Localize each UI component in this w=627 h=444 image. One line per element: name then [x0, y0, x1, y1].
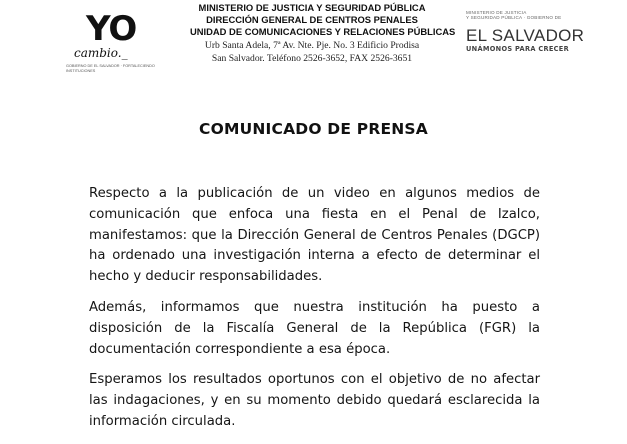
logo-country-name: EL SALVADOR: [466, 26, 585, 45]
unit-name: UNIDAD DE COMUNICACIONES Y RELACIONES PÚBLICAS: [190, 26, 456, 37]
letterhead: [190, 2, 456, 65]
yo-cambio-logo: [66, 9, 178, 78]
paragraph: Además, informamos que nuestra institución ha puesto a disposición de la Fiscalía General de la República (FGR) la documentación correspondiente a esa época.: [89, 299, 540, 357]
paragraph: Esperamos los resultados oportunos con el objetivo de no afectar las indagaciones, y en su momento debido quedará esclarecida la información circulada.: [89, 372, 540, 429]
logo-right-small-text: MINISTERIO DE JUSTICIA: [466, 10, 527, 15]
directorate-name: DIRECCIÓN GENERAL DE CENTROS PENALES: [206, 14, 418, 25]
logo-cambio-text: cambio._: [74, 46, 128, 60]
paragraph: Respecto a la publicación de un video en algunos medios de comunicación que enfoca una fiesta en el Penal de Izalco, manifestamos: que la Dirección General de Centros Penales (DGCP) ha ordenado una investigación interna a efecto de determinar el hecho y deducir responsabilidades.: [89, 186, 540, 285]
press-release-title: COMUNICADO DE PRENSA: [199, 120, 428, 138]
contact-line: San Salvador. Teléfono 2526-3652, FAX 2526-3651: [211, 52, 413, 64]
logo-right-small-text-2: Y SEGURIDAD PÚBLICA · GOBIERNO DE: [466, 15, 562, 20]
el-salvador-logo: [466, 10, 586, 74]
logo-slogan: UNÁMONOS PARA CRECER: [466, 45, 569, 53]
press-release-body: [89, 184, 540, 443]
logo-tagline: GOBIERNO DE EL SALVADOR · FORTALECIENDO INSTITUCIONES: [66, 64, 155, 73]
logo-yo-text: YO: [86, 9, 137, 49]
ministry-name: MINISTERIO DE JUSTICIA Y SEGURIDAD PÚBLICA: [198, 2, 426, 13]
address-line: Urb Santa Adela, 7ª Av. Nte. Pje. No. 3 Edificio Prodisa: [204, 40, 420, 51]
